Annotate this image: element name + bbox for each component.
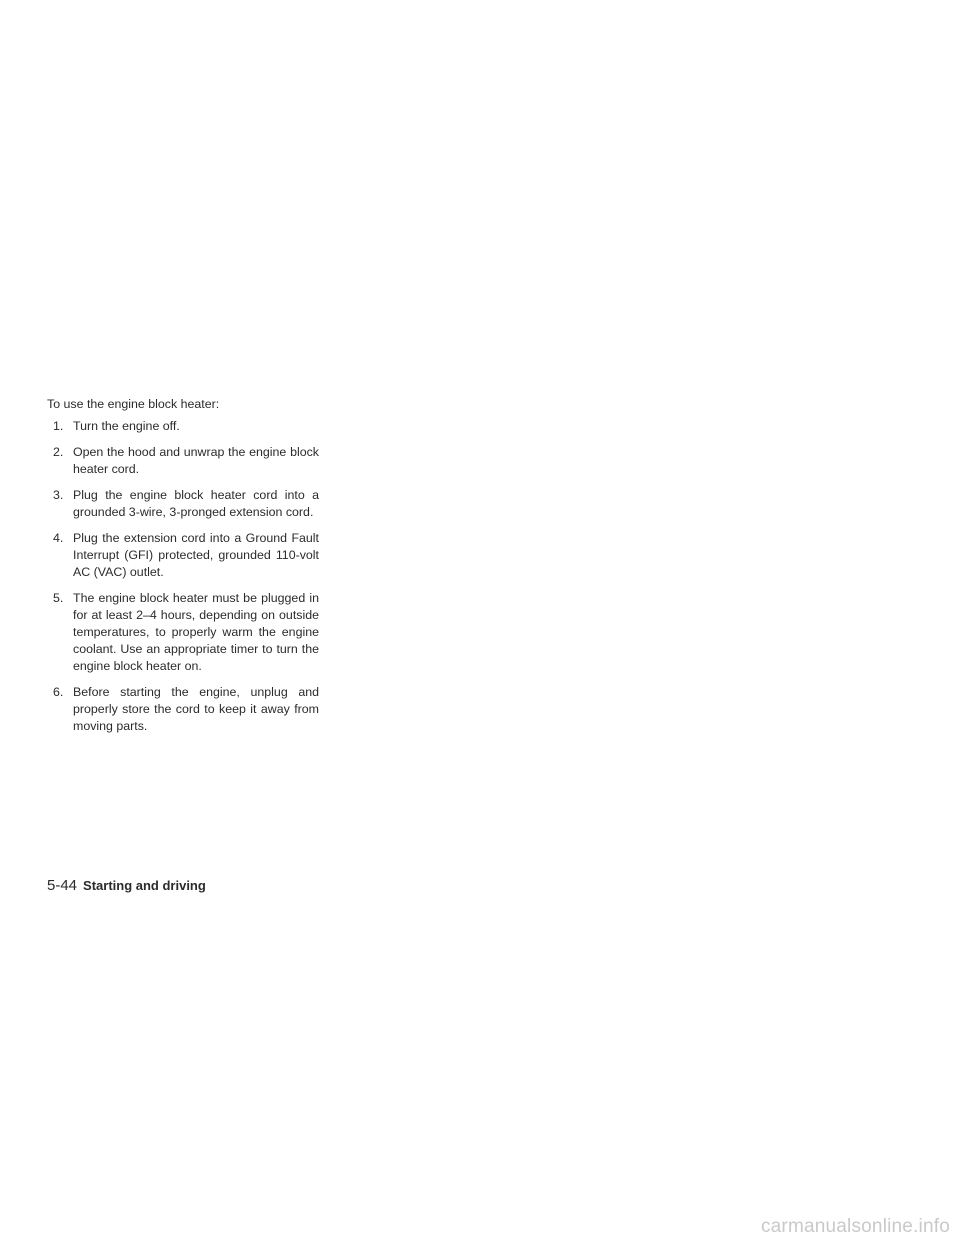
step-number: 2. xyxy=(53,445,64,459)
step-number: 5. xyxy=(53,591,64,605)
steps-list xyxy=(47,418,319,735)
page-number: 5-44 xyxy=(47,877,78,894)
step-text: Open the hood and unwrap the engine block heater cord. xyxy=(73,445,319,476)
section-title: Starting and driving xyxy=(83,878,206,893)
step-item xyxy=(47,418,319,435)
step-text: Plug the engine block heater cord into a grounded 3-wire, 3-pronged extension cord. xyxy=(73,488,319,519)
step-text: Before starting the engine, unplug and properly store the cord to keep it away from moving parts. xyxy=(73,685,319,733)
intro-text: To use the engine block heater: xyxy=(47,397,220,411)
step-item xyxy=(47,530,319,581)
content-column xyxy=(47,396,319,744)
step-item xyxy=(47,487,319,521)
step-text: Plug the extension cord into a Ground Fault Interrupt (GFI) protected, grounded 110-volt AC (VAC) outlet. xyxy=(73,531,319,579)
step-text: Turn the engine off. xyxy=(73,419,180,433)
watermark-text: carmanualsonline.info xyxy=(760,1216,950,1237)
step-item xyxy=(47,684,319,735)
step-text: The engine block heater must be plugged in for at least 2–4 hours, depending on outside temperatures, to properly warm the engine coolant. Use an appropriate timer to turn the engine block heater on. xyxy=(73,591,319,673)
step-number: 4. xyxy=(53,531,64,545)
page-footer xyxy=(47,876,206,896)
step-item xyxy=(47,444,319,478)
step-item xyxy=(47,590,319,675)
step-number: 6. xyxy=(53,685,64,699)
step-number: 1. xyxy=(53,419,64,433)
step-number: 3. xyxy=(53,488,64,502)
